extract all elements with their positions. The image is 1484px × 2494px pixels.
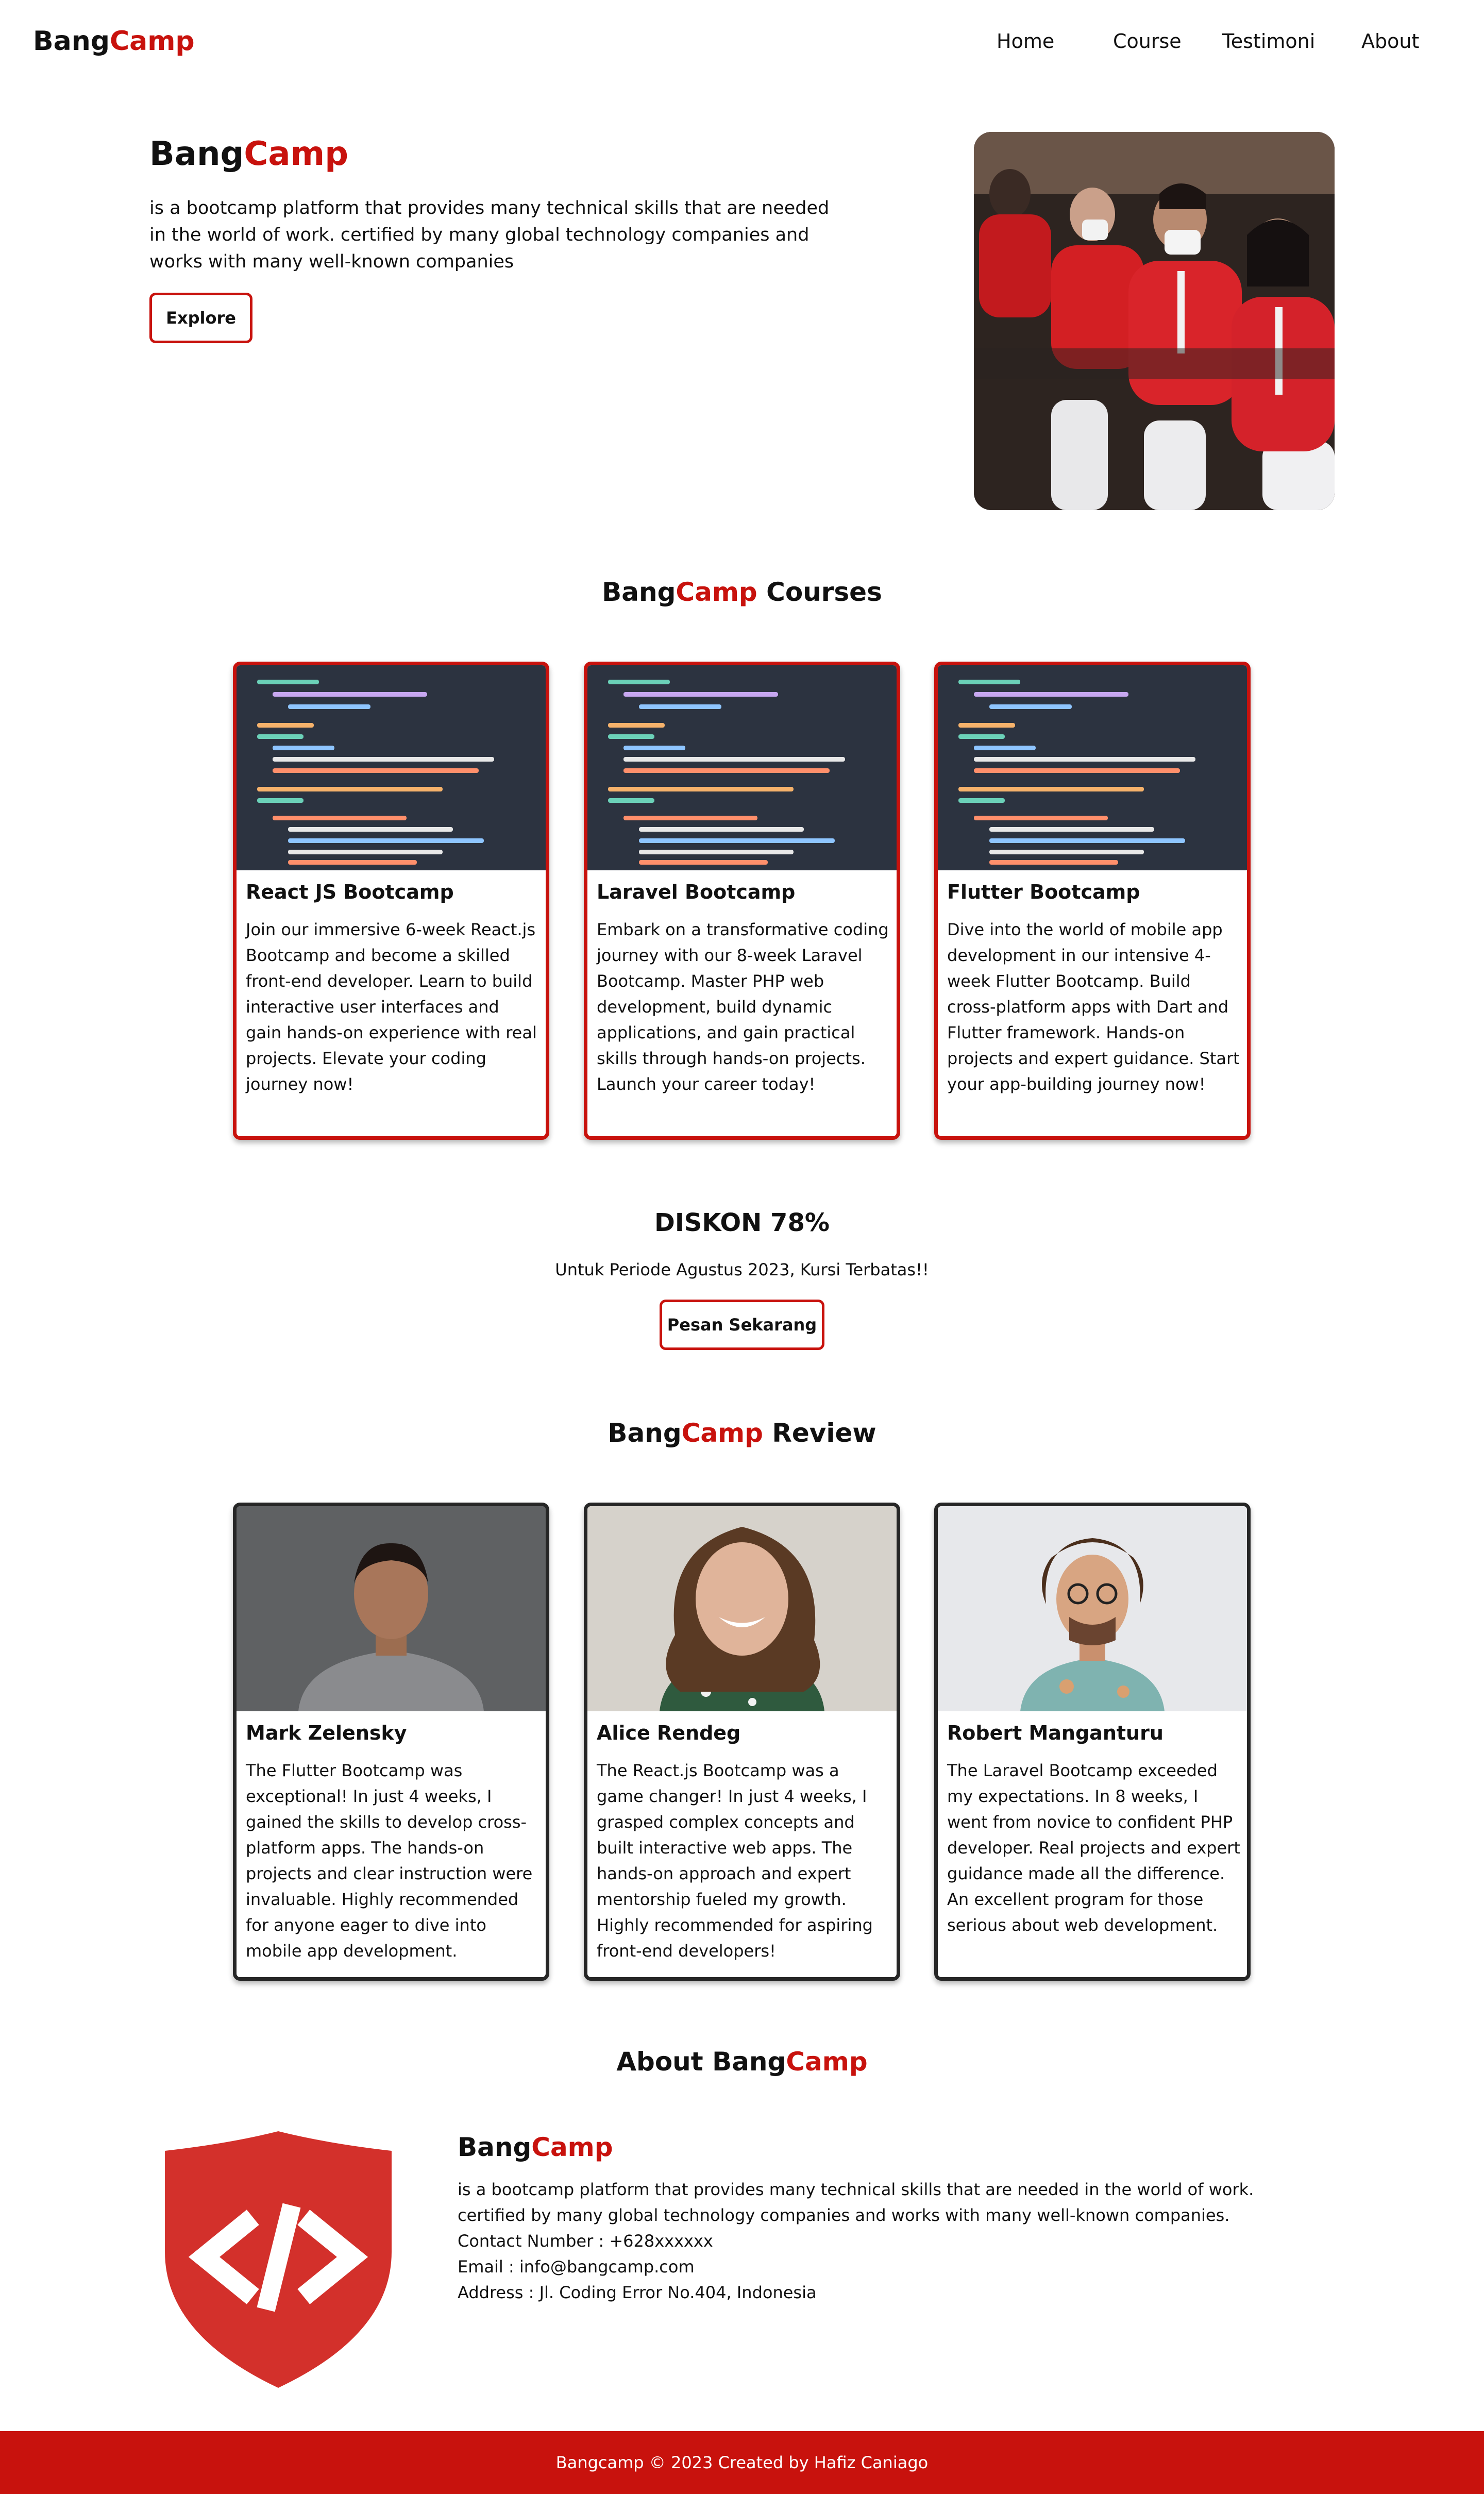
discount-subtitle: Untuk Periode Agustus 2023, Kursi Terbatas!! [555,1260,929,1279]
avatar [938,1506,1247,1711]
about-brand-part2: Camp [531,2132,613,2162]
about-section-title [0,2047,1484,2077]
review-text: The Flutter Bootcamp was exceptional! In just 4 weeks, I gained the skills to develop cross-platform apps. The hands-on projects and clear instruction were invaluable. Highly recommended for anyone eager to dive into mobile app development. [246,1761,533,1961]
hero-description: is a bootcamp platform that provides many technical skills that are needed in the world of work. certified by many global technology companies and works with many well-known companies [149,198,830,272]
reviewer-name: Alice Rendeg [597,1722,741,1744]
code-screenshot-image [938,665,1247,870]
nav-item-testimoni[interactable]: Testimoni [1222,30,1316,53]
course-description: Dive into the world of mobile app development in our intensive 4-week Flutter Bootcamp. Build cross-platform apps with Dart and Flutter framework. Hands-on projects and expert guidance. Start your app-building journey now! [947,920,1240,1094]
footer [0,2431,1484,2494]
review-text: The React.js Bootcamp was a game changer! In just 4 weeks, I grasped complex concepts and built interactive web apps. The hands-on approach and expert mentorship fueled my growth. Highly recommended for aspiring front-end developers! [597,1761,873,1961]
order-now-button[interactable]: Pesan Sekarang [660,1300,824,1350]
course-card-flutter[interactable] [934,662,1251,1140]
about-title-part2: Bang [712,2047,786,2077]
avatar [587,1506,897,1711]
review-card-alice [584,1503,900,1981]
explore-button[interactable]: Explore [149,293,252,343]
review-card-mark [233,1503,549,1981]
review-text: The Laravel Bootcamp exceeded my expectations. In 8 weeks, I went from novice to confident PHP developer. Real projects and expert guidance made all the difference. An excellent program for those serious about web development. [947,1761,1240,1935]
footer-text: Bangcamp © 2023 Created by Hafiz Caniago [555,2453,929,2472]
course-card-react[interactable] [233,662,549,1140]
reviews-section-title [0,1418,1484,1448]
reviews-title-part3: Review [763,1418,876,1448]
courses-title-part3: Courses [757,577,882,607]
about-info [458,2177,1313,2305]
nav-item-about[interactable]: About [1361,30,1420,53]
reviews-title-part2: Camp [681,1418,763,1448]
navbar [0,0,1484,88]
man-curly-hair-portrait-icon [938,1506,1247,1711]
brand-logo-part1: Bang [33,26,110,57]
about-brand-part1: Bang [458,2132,532,2162]
review-card-robert [934,1503,1251,1981]
about-address: Address : Jl. Coding Error No.404, Indonesia [458,2283,817,2302]
about-brand-name [458,2132,613,2162]
reviewer-name: Mark Zelensky [246,1722,407,1744]
about-contact: Contact Number : +628xxxxxx [458,2231,713,2251]
nav-item-course[interactable]: Course [1113,30,1182,53]
courses-section-title [0,577,1484,607]
courses-title-part1: Bang [602,577,676,607]
avatar [237,1506,546,1711]
woman-portrait-icon [587,1506,897,1711]
about-description: is a bootcamp platform that provides many technical skills that are needed in the world of work. certified by many global technology companies and works with many well-known companies. [458,2180,1254,2225]
reviewer-name: Robert Manganturu [947,1722,1163,1744]
nav-item-home[interactable]: Home [997,30,1055,53]
discount-title: DISKON 78% [654,1208,830,1237]
code-shield-icon [163,2128,394,2391]
hero-photo [974,132,1335,510]
hero-title [149,135,348,173]
code-screenshot-image [587,665,897,870]
course-description: Join our immersive 6-week React.js Bootcamp and become a skilled front-end developer. Learn to build interactive user interfaces and gain hands-on experience with real projects. Elevate your coding journey now! [246,920,537,1094]
brand-logo-part2: Camp [109,26,195,57]
brand-logo[interactable] [33,26,195,57]
course-title: React JS Bootcamp [246,881,454,903]
hero-title-part1: Bang [149,135,244,173]
about-title-part3: Camp [786,2047,868,2077]
man-portrait-icon [237,1506,546,1711]
course-title: Flutter Bootcamp [947,881,1140,903]
about-title-part1: About [616,2047,713,2077]
course-description: Embark on a transformative coding journey with our 8-week Laravel Bootcamp. Master PHP web development, build dynamic applications, and gain practical skills through hands-on projects. Launch your career today! [597,920,889,1094]
course-card-laravel[interactable] [584,662,900,1140]
bootcamp-participants-photo-icon [974,132,1335,510]
code-screenshot-image [237,665,546,870]
course-title: Laravel Bootcamp [597,881,796,903]
hero-title-part2: Camp [244,135,348,173]
courses-title-part2: Camp [676,577,757,607]
about-email: Email : info@bangcamp.com [458,2257,695,2277]
reviews-title-part1: Bang [608,1418,682,1448]
